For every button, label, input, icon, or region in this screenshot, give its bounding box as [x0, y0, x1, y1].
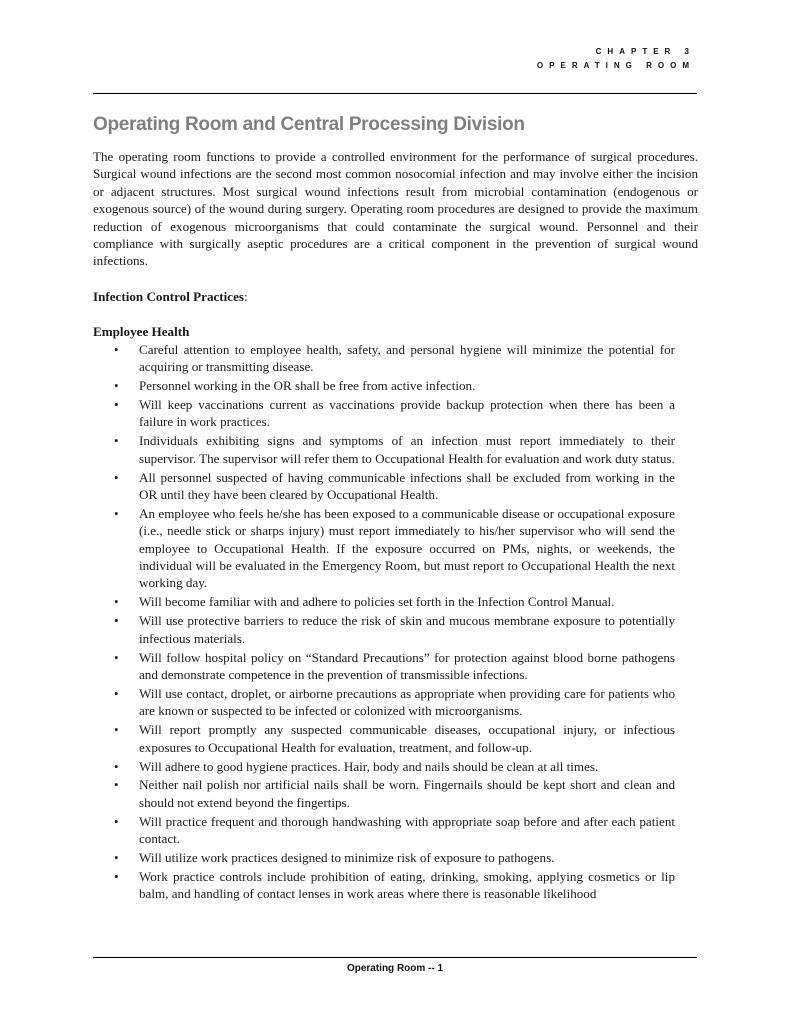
list-item: [93, 649, 675, 684]
list-item-text: Work practice controls include prohibition of eating, drinking, smoking, applying cosmetics or lip balm, and handling of contact lenses in work areas where there is reasonable likelihood: [139, 868, 675, 902]
bullet-icon: •: [114, 850, 119, 866]
list-item: [93, 377, 675, 394]
bullet-icon: •: [114, 469, 119, 485]
chapter-label: CHAPTER 3: [595, 47, 695, 56]
list-item-text: Will keep vaccinations current as vaccinations provide backup protection when there has been a failure in work practices.: [139, 396, 675, 430]
list-item: [93, 721, 675, 756]
bullet-icon: •: [114, 813, 119, 829]
list-item: [93, 505, 675, 592]
list-item-text: Will use protective barriers to reduce the risk of skin and mucous membrane exposure to potentially infectious materials.: [139, 613, 675, 646]
list-item: [93, 849, 675, 866]
bullet-icon: •: [114, 685, 119, 701]
list-item: [93, 685, 675, 720]
page-body: [93, 113, 698, 904]
bullet-icon: •: [114, 758, 119, 774]
list-item-text: Will adhere to good hygiene practices. Hair, body and nails should be clean at all times.: [139, 758, 599, 774]
section-heading-text: Infection Control Practices: [93, 288, 245, 304]
bullet-icon: •: [114, 341, 119, 357]
list-item-text: Careful attention to employee health, safety, and personal hygiene will minimize the potential for acquiring or transmitting disease.: [139, 341, 675, 375]
list-item: [93, 758, 675, 775]
list-item-text: Will practice frequent and thorough handwashing with appropriate soap before and after each patient contact.: [139, 813, 675, 847]
list-item-text: Will become familiar with and adhere to policies set forth in the Infection Control Manual.: [139, 594, 615, 610]
bullet-icon: •: [114, 613, 119, 629]
intro-paragraph: The operating room functions to provide a controlled environment for the performance of surgical procedures. Surgical wound infections are the second most common nosocomial infection and may involve either the incision or adjacent structures. Most surgical wound infections result from microbial contamination (endogenous or exogenous source) of the wound during surgery. Operating room procedures are designed to provide the maximum reduction of exogenous microorganisms that could contaminate the surgical wound. Personnel and their compliance with surgically aseptic procedures are a critical component in the prevention of surgical wound infections.: [93, 149, 698, 269]
list-item-text: Neither nail polish nor artificial nails shall be worn. Fingernails should be kept short and clean and should not extend beyond the fingertips.: [139, 777, 675, 810]
list-item-text: Will use contact, droplet, or airborne precautions as appropriate when providing care for patients who are known or suspected to be infected or colonized with microorganisms.: [139, 685, 675, 719]
list-item-text: An employee who feels he/she has been exposed to a communicable disease or occupational exposure (i.e., needle stick or sharps injury) must report immediately to his/her supervisor who will send the employee to Occupational Health. If the exposure occurred on PMs, nights, or weekends, the individual will be evaluated in the Emergency Room, but must report to Occupational Health the next working day.: [139, 505, 675, 591]
bullet-icon: •: [114, 505, 119, 521]
bullet-icon: •: [114, 777, 119, 793]
section-label: OPERATING ROOM: [536, 61, 695, 70]
section-heading-colon: :: [244, 288, 248, 304]
list-item: [93, 469, 675, 504]
list-item-text: Will follow hospital policy on “Standard Precautions” for protection against blood borne pathogens and demonstrate competence in the prevention of transmissible infections.: [139, 649, 675, 682]
list-item: [93, 813, 675, 848]
page-footer: Operating Room -- 1: [346, 963, 444, 974]
running-header: [537, 45, 695, 73]
list-item-text: Will utilize work practices designed to minimize risk of exposure to pathogens.: [139, 850, 555, 866]
list-item: [93, 396, 675, 431]
list-item: [93, 341, 675, 376]
bullet-icon: •: [114, 594, 119, 610]
list-item: [93, 593, 675, 610]
header-divider: [93, 93, 697, 94]
footer-divider: [93, 957, 697, 958]
list-item: [93, 776, 675, 811]
bullet-icon: •: [114, 868, 119, 884]
section-heading: [93, 288, 675, 305]
bullet-icon: •: [114, 377, 119, 393]
list-item: [93, 612, 675, 647]
employee-health-list: [93, 341, 675, 903]
bullet-icon: •: [114, 396, 119, 412]
list-item: [93, 868, 675, 903]
page-title: Operating Room and Central Processing Division: [93, 114, 525, 135]
bullet-icon: •: [114, 433, 119, 449]
list-item-text: Individuals exhibiting signs and symptoms of an infection must report immediately to their supervisor. The supervisor will refer them to Occupational Health for evaluation and work duty status.: [139, 433, 675, 466]
bullet-icon: •: [114, 722, 119, 738]
list-item: [93, 432, 675, 467]
list-item-text: Personnel working in the OR shall be free from active infection.: [139, 377, 476, 393]
list-item-text: Will report promptly any suspected communicable diseases, occupational injury, or infectious exposures to Occupational Health for evaluation, treatment, and follow-up.: [139, 722, 675, 755]
subheading-employee-health: Employee Health: [93, 324, 190, 340]
bullet-icon: •: [114, 649, 119, 665]
list-item-text: All personnel suspected of having communicable infections shall be excluded from working in the OR until they have been cleared by Occupational Health.: [139, 469, 675, 502]
